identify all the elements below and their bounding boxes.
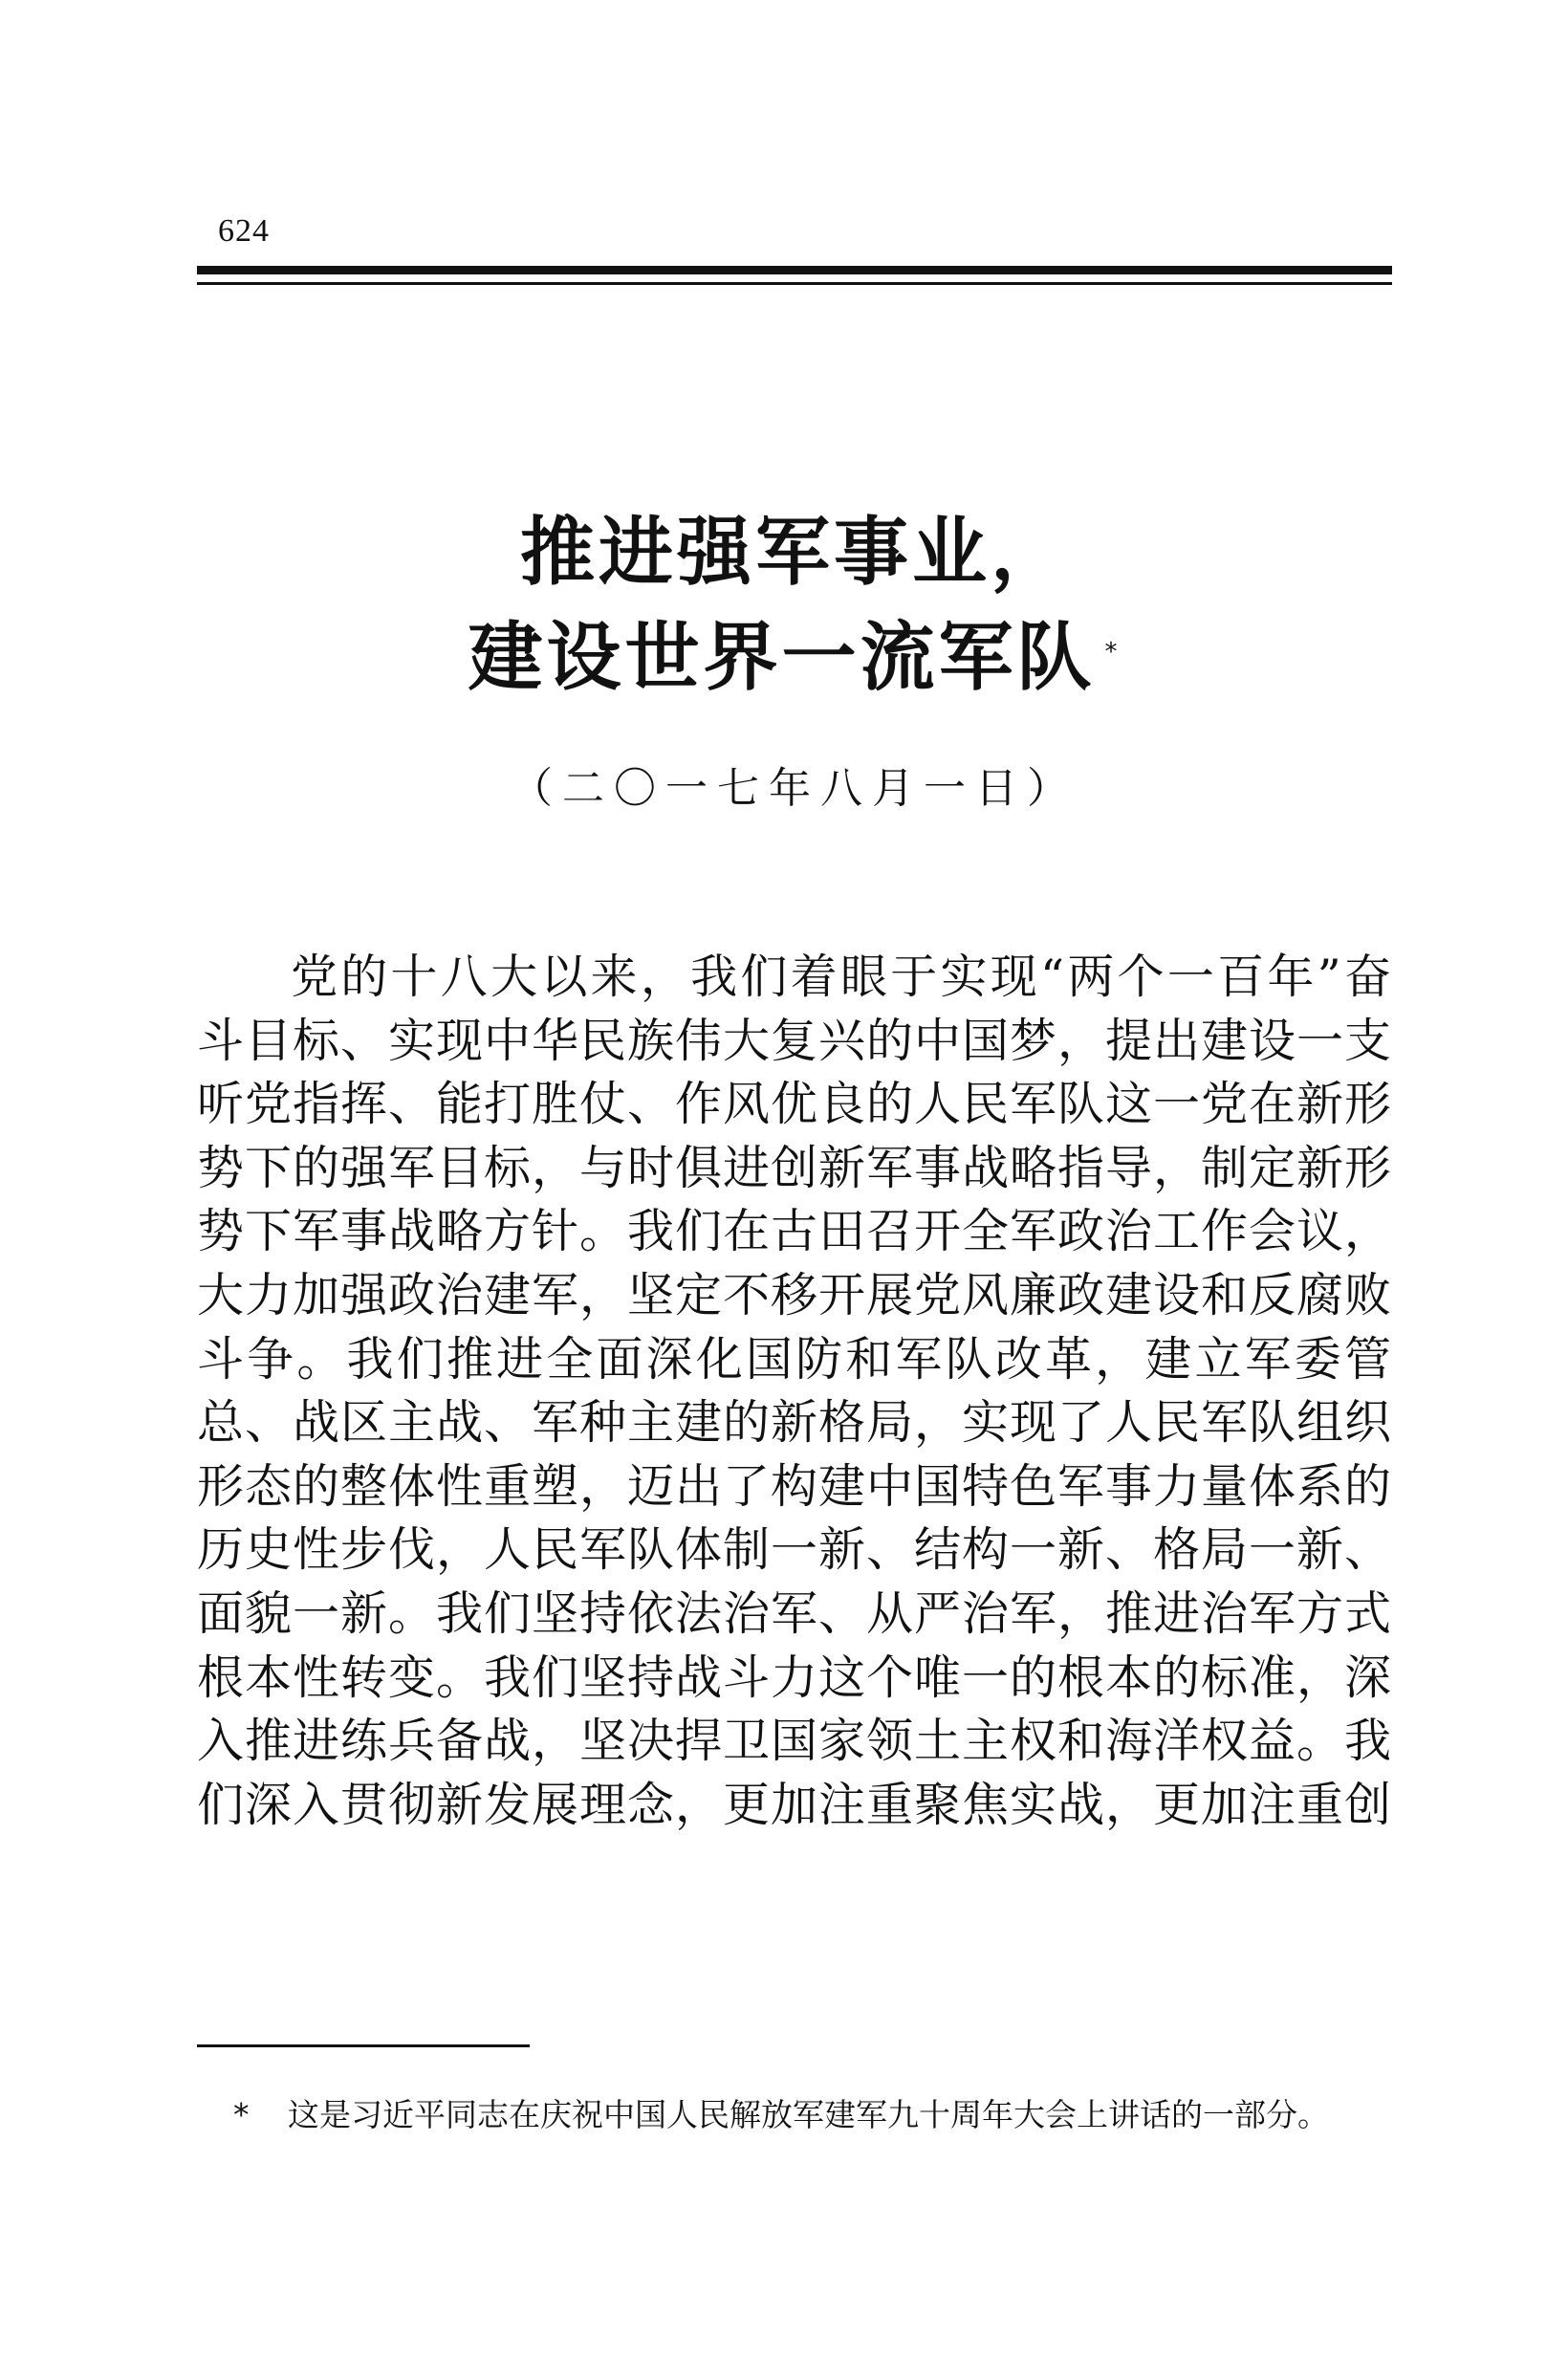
speech-date: （二〇一七年八月一日） bbox=[511, 764, 1078, 813]
footnote-rule bbox=[197, 2044, 530, 2047]
header-rule-thick bbox=[197, 266, 1392, 274]
footnote bbox=[197, 2087, 1392, 2143]
title-line-1-text: 推进强军事业， bbox=[519, 510, 1069, 596]
title-line-2 bbox=[197, 612, 1392, 704]
footnote-text: 这是习近平同志在庆祝中国人民解放军建军九十周年大会上讲话的一部分。 bbox=[288, 2096, 1329, 2133]
body-paragraph: 党的十八大以来，我们着眼于实现“两个一百年”奋斗目标、实现中华民族伟大复兴的中国梦，提出建设一支听党指挥、能打胜仗、作风优良的人民军队这一党在新形势下的强军目标，与时俱进创新军事战略指导，制定新形势下军事战略方针。我们在古田召开全军政治工作会议，大力加强政治建军，坚定不移开展党风廉政建设和反腐败斗争。我们推进全面深化国防和军队改革，建立军委管总、战区主战、军种主建的新格局，实现了人民军队组织形态的整体性重塑，迈出了构建中国特色军事力量体系的历史性步伐，人民军队体制一新、结构一新、格局一新、面貌一新。我们坚持依法治军、从严治军，推进治军方式根本性转变。我们坚持战斗力这个唯一的根本的标准，深入推进练兵备战，坚决捍卫国家领土主权和海洋权益。我们深入贯彻新发展理念，更加注重聚焦实战，更加注重创 bbox=[197, 950, 1393, 1832]
title-line-1 bbox=[197, 507, 1392, 599]
title-footnote-mark: * bbox=[1104, 638, 1122, 666]
footnote-mark: * bbox=[233, 2096, 250, 2133]
title-line-2-text: 建设世界一流军队 bbox=[468, 615, 1096, 701]
page-number: 624 bbox=[218, 213, 270, 249]
header-rule-thin bbox=[197, 282, 1392, 285]
